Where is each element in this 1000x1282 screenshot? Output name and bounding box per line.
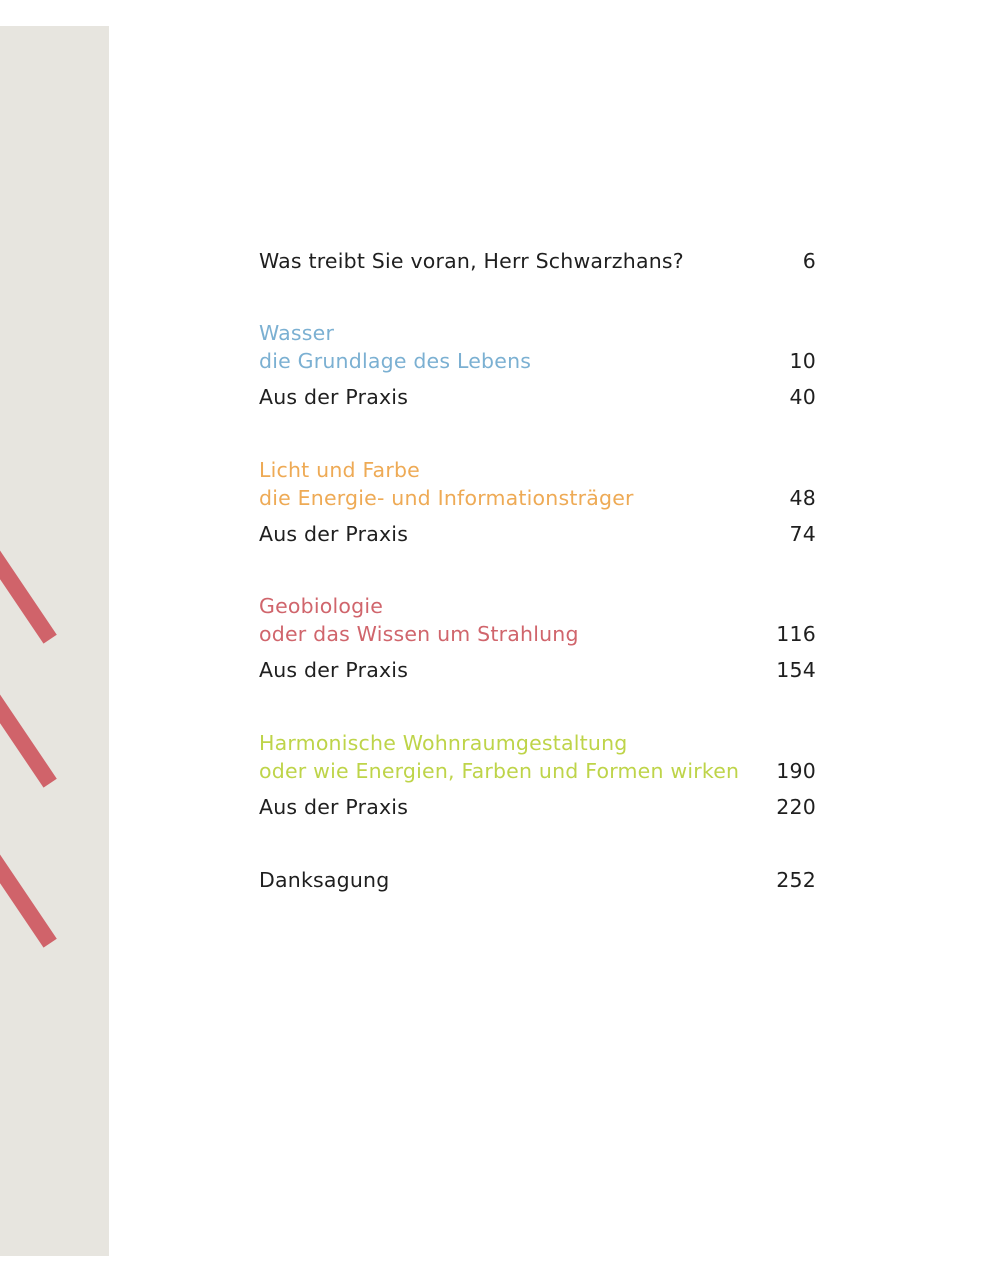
toc-section-heading-licht [259,455,816,485]
toc-section-heading-wasser [259,318,816,348]
toc-entry-intro[interactable] [259,246,816,276]
section-subtitle: die Energie- und Informationsträger [259,486,634,510]
toc-page-number: 6 [802,249,816,273]
toc-entry-title: Aus der Praxis [259,385,409,409]
toc-section-heading-geobiologie [259,591,816,621]
side-decor-strip [0,26,109,1256]
section-subtitle: oder wie Energien, Farben und Formen wirken [259,759,740,783]
toc-entry-geobiologie[interactable] [259,619,816,649]
toc-page-number: 116 [776,622,816,646]
toc-entry-title: Aus der Praxis [259,522,409,546]
toc-page-number: 154 [776,658,816,682]
toc-page-number: 220 [776,795,816,819]
toc-entry-danksagung[interactable] [259,865,816,895]
toc-page-number: 40 [789,385,816,409]
table-of-contents [259,0,816,1282]
toc-entry-title: Danksagung [259,868,390,892]
section-heading: Licht und Farbe [259,458,420,482]
toc-section-heading-wohnraum [259,728,816,758]
decor-stripe [0,539,57,643]
section-heading: Wasser [259,321,335,345]
toc-entry-licht[interactable] [259,483,816,513]
toc-entry-wohnraum-praxis[interactable] [259,792,816,822]
decor-stripe [0,843,57,947]
toc-entry-title: Aus der Praxis [259,795,409,819]
toc-entry-wasser[interactable] [259,346,816,376]
section-heading: Harmonische Wohnraumgestaltung [259,731,628,755]
section-subtitle: die Grundlage des Lebens [259,349,532,373]
toc-entry-geobiologie-praxis[interactable] [259,655,816,685]
toc-page-number: 10 [789,349,816,373]
toc-entry-licht-praxis[interactable] [259,519,816,549]
section-heading: Geobiologie [259,594,384,618]
decor-stripe [0,683,57,787]
toc-page-number: 48 [789,486,816,510]
toc-page-number: 74 [789,522,816,546]
toc-entry-title: Was treibt Sie voran, Herr Schwarzhans? [259,249,684,273]
toc-page-number: 252 [776,868,816,892]
section-subtitle: oder das Wissen um Strahlung [259,622,579,646]
toc-entry-wasser-praxis[interactable] [259,382,816,412]
toc-entry-title: Aus der Praxis [259,658,409,682]
toc-entry-wohnraum[interactable] [259,756,816,786]
toc-page-number: 190 [776,759,816,783]
